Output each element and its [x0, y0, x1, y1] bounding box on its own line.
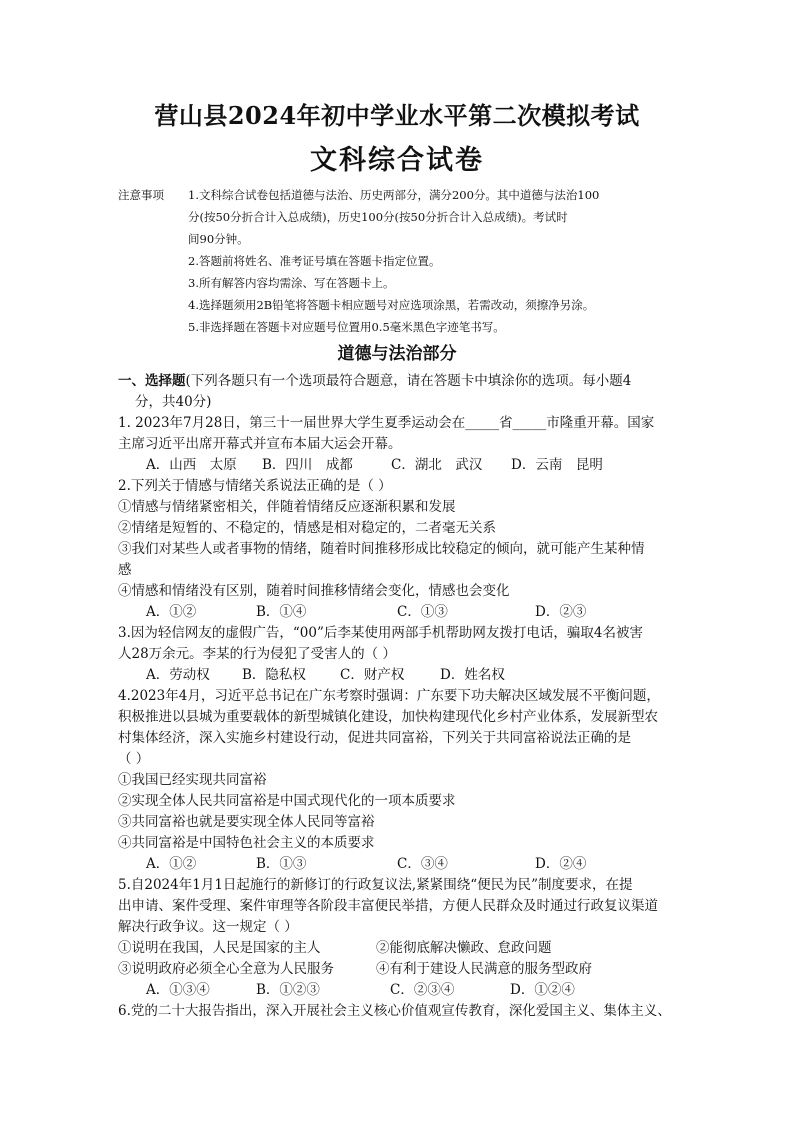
part-heading-label: 一、选择题 [118, 373, 186, 389]
section-title: 道德与法治部分 [337, 344, 457, 364]
q4-statement-3: ③共同富裕也就是要实现全体人民同等富裕 [118, 814, 375, 830]
q4-option-d: D．②④ [535, 856, 587, 872]
q1-option-c: C．湖北 武汉 [391, 457, 483, 473]
q3-stem: 3.因为轻信网友的虚假广告，“00”后李某使用两部手机帮助网友拨打电话，骗取4名被害 [118, 625, 643, 641]
q1-option-b: B．四川 成都 [262, 457, 353, 473]
q1-option-a: A．山西 太原 [146, 457, 237, 473]
q5-statement-3: ③说明政府必须全心全意为人民服务 [118, 961, 334, 977]
q5-statement-2: ②能彻底解决懒政、怠政问题 [376, 940, 552, 956]
notes-label: 注意事项 [118, 188, 164, 202]
note-item: 间90分钟。 [188, 232, 249, 246]
q4-option-c: C．③④ [397, 856, 448, 872]
note-item: 3.所有解答内容均需涂、写在答题卡上。 [188, 276, 395, 290]
q2-stem: 2.下列关于情感与情绪关系说法正确的是（ ） [118, 478, 392, 494]
q2-statement-3-cont: 感 [118, 562, 132, 578]
q2-option-a: A．①② [146, 604, 197, 620]
q4-stem-cont: 积极推进以县城为重要载体的新型城镇化建设，加快构建现代化乡村产业体系，发展新型农 [118, 709, 658, 725]
q1-stem-cont: 主席习近平出席开幕式并宣布本届大运会开幕。 [118, 436, 402, 452]
q5-option-b: B．①②③ [256, 982, 320, 998]
q2-statement-2: ②情绪是短暂的、不稳定的，情感是相对稳定的，二者毫无关系 [118, 520, 496, 536]
q4-stem-cont: 村集体经济，深入实施乡村建设行动，促进共同富裕，下列关于共同富裕说法正确的是 [118, 730, 631, 746]
note-item: 分(按50分折合计入总成绩)，历史100分(按50分折合计入总成绩)。考试时 [188, 210, 568, 224]
q3-stem-cont: 人28万余元。李某的行为侵犯了受害人的（ ） [118, 646, 396, 662]
q2-statement-1: ①情感与情绪紧密相关，伴随着情绪反应逐渐积累和发展 [118, 499, 456, 515]
q5-option-a: A．①③④ [146, 982, 210, 998]
q5-stem-cont: 出申请、案件受理、案件审理等各阶段丰富便民举措，方便人民群众及时通过行政复议渠道 [118, 898, 658, 914]
q5-stem-cont: 解决行政争议。这一规定（ ） [118, 919, 298, 935]
q5-statement-4: ④有利于建设人民满意的服务型政府 [376, 961, 592, 977]
q4-option-b: B．①③ [256, 856, 307, 872]
q5-option-c: C．②③④ [390, 982, 455, 998]
q5-option-d: D．①②④ [510, 982, 575, 998]
q4-option-a: A．①② [146, 856, 197, 872]
q2-statement-3: ③我们对某些人或者事物的情绪，随着时间推移形成比较稳定的倾向，就可能产生某种情 [118, 541, 645, 557]
note-item: 2.答题前将姓名、准考证号填在答题卡指定位置。 [188, 254, 441, 268]
q4-stem-cont: （ ） [118, 751, 150, 767]
note-item: 1.文科综合试卷包括道德与法治、历史两部分，满分200分。其中道德与法治100 [188, 188, 600, 202]
q3-option-a: A．劳动权 [146, 667, 210, 683]
q4-statement-2: ②实现全体人民共同富裕是中国式现代化的一项本质要求 [118, 793, 456, 809]
q3-option-c: C．财产权 [340, 667, 405, 683]
part-heading-text: (下列各题只有一个选项最符合题意，请在答题卡中填涂你的选项。每小题4 [185, 373, 632, 389]
part-heading [118, 371, 678, 392]
exam-title: 营山县2024年初中学业水平第二次模拟考试 [154, 101, 640, 130]
q2-option-c: C．①③ [397, 604, 448, 620]
q4-statement-4: ④共同富裕是中国特色社会主义的本质要求 [118, 835, 375, 851]
q1-stem: 1. 2023年7月28日，第三十一届世界大学生夏季运动会在_____省_____市隆重开幕。国家 [118, 415, 655, 431]
q2-option-d: D．②③ [535, 604, 587, 620]
q6-stem: 6.党的二十大报告指出，深入开展社会主义核心价值观宣传教育，深化爱国主义、集体主义、 [118, 1003, 671, 1019]
q5-statement-1: ①说明在我国，人民是国家的主人 [118, 940, 321, 956]
part-heading-cont: 分，共40分) [135, 394, 212, 410]
note-item: 4.选择题须用2B铅笔将答题卡相应题号对应选项涂黑，若需改动，须擦净另涂。 [188, 298, 595, 312]
q3-option-d: D．姓名权 [440, 667, 505, 683]
paper-subtitle: 文科综合试卷 [310, 145, 484, 176]
q3-option-b: B．隐私权 [242, 667, 306, 683]
q2-option-b: B．①④ [256, 604, 307, 620]
q5-stem: 5.自2024年1月1日起施行的新修订的行政复议法,紧紧围绕“便民为民”制度要求，在提 [118, 877, 633, 893]
q1-option-d: D．云南 昆明 [511, 457, 603, 473]
q4-statement-1: ①我国已经实现共同富裕 [118, 772, 267, 788]
q4-stem: 4.2023年4月，习近平总书记在广东考察时强调：广东要下功夫解决区域发展不平衡问题， [118, 688, 660, 704]
note-item: 5.非选择题在答题卡对应题号位置用0.5毫米黑色字迹笔书写。 [188, 320, 505, 334]
q2-statement-4: ④情感和情绪没有区别，随着时间推移情绪会变化，情感也会变化 [118, 583, 510, 599]
